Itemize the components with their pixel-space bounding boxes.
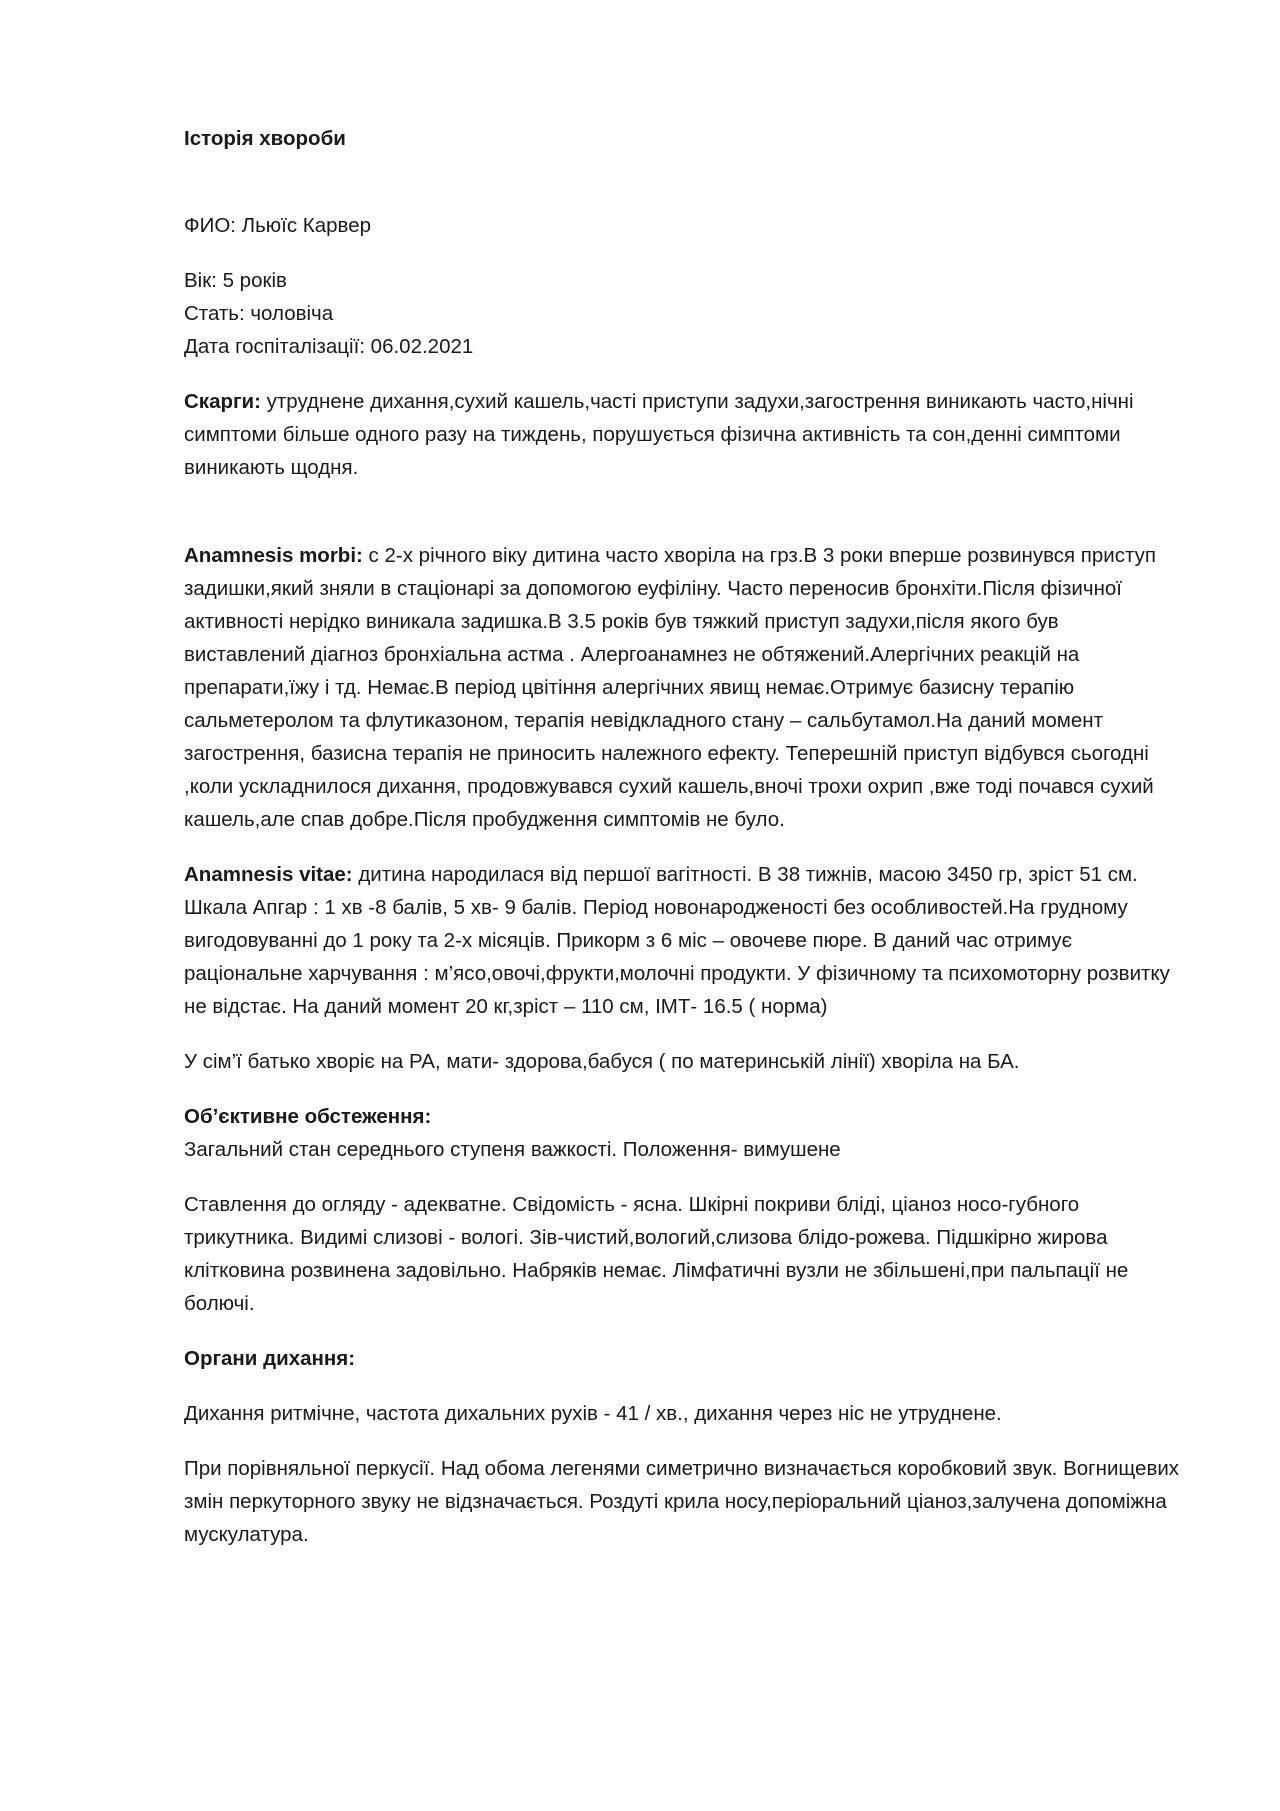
anamnesis-morbi-text: с 2-х річного віку дитина часто хворіла на грз.В 3 роки вперше розвинувся приступ задишки,який зняли в стаціонарі за допомогою еуфіліну. Часто переносив бронхіти.Після фізичної активності нерідко виникала задишка.В 3.5 років був тяжкий приступ задухи,після якого був виставлений діагноз бронхіальна астма . Алергоанамнез не обтяжений.Алергічних реакцій на препарати,їжу і тд. Немає.В період цвітіння алергічних явищ немає.Отримує базисну терапію сальметеролом та флутиказоном, терапія невідкладного стану – сальбутамол.На даний момент загострення, базисна терапія не приносить належного ефекту. Теперешній приступ відбувся сьогодні ,коли ускладнилося дихання, продовжувався сухий кашель,вночі трохи охрип ,вже тоді почався сухий кашель,але спав добре.Після пробудження симптомів не було. bbox=[184, 544, 1156, 831]
document-title: Історія хвороби bbox=[184, 127, 346, 150]
complaints-label: Скарги: bbox=[184, 390, 261, 413]
respiratory-heading: Органи дихання: bbox=[184, 1347, 356, 1370]
anamnesis-vitae-section bbox=[184, 858, 1184, 1023]
patient-age: Вік: 5 років bbox=[184, 269, 287, 292]
anamnesis-morbi-label: Anamnesis morbi: bbox=[184, 544, 363, 567]
patient-name: ФИО: Льюїс Карвер bbox=[184, 214, 372, 237]
complaints-section bbox=[184, 385, 1184, 484]
objective-exam-heading: Об’єктивне обстеження: bbox=[184, 1105, 432, 1128]
patient-sex: Стать: чоловіча bbox=[184, 302, 334, 325]
document-body bbox=[184, 122, 1184, 1551]
anamnesis-vitae-label: Anamnesis vitae: bbox=[184, 863, 353, 886]
objective-exam-details: Ставлення до огляду - адекватне. Свідомість - ясна. Шкірні покриви бліді, ціаноз носо-губного трикутника. Видимі слизові - вологі. Зів-чистий,вологий,слизова блідо-рожева. Підшкірно жирова клітковина розвинена задовільно. Набряків немає. Лімфатичні вузли не збільшені,при пальпації не болючі. bbox=[184, 1193, 1129, 1315]
respiratory-breathing: Дихання ритмічне, частота дихальних рухів - 41 / хв., дихання через ніс не утруднене. bbox=[184, 1402, 1002, 1425]
family-history: У сім’ї батько хворіє на РА, мати- здорова,бабуся ( по материнській лінії) хворіла на БА. bbox=[184, 1050, 1020, 1073]
admission-date: Дата госпіталізації: 06.02.2021 bbox=[184, 335, 474, 358]
complaints-text: утруднене дихання,сухий кашель,часті приступи задухи,загострення виникають часто,нічні симптоми більше одного разу на тиждень, порушується фізична активність та сон,денні симптоми виникають щодня. bbox=[184, 390, 1134, 479]
anamnesis-vitae-text: дитина народилася від першої вагітності. В 38 тижнів, масою 3450 гр, зріст 51 см. Шкала Апгар : 1 хв -8 балів, 5 хв- 9 балів. Період новонародженості без особливостей.На грудному вигодовуванні до 1 року та 2-х місяців. Прикорм з 6 міс – овочеве пюре. В даний час отримує раціональне харчування : м’ясо,овочі,фрукти,молочні продукти. У фізичному та психомоторну розвитку не відстає. На даний момент 20 кг,зріст – 110 см, ІМТ- 16.5 ( норма) bbox=[184, 863, 1170, 1018]
objective-exam-general: Загальний стан середнього ступеня важкості. Положення- вимушене bbox=[184, 1138, 841, 1161]
respiratory-percussion: При порівняльної перкусії. Над обома легенями симетрично визначається коробковий звук. Вогнищевих змін перкуторного звуку не відзначається. Роздуті крила носу,періоральний ціаноз,залучена допоміжна мускулатура. bbox=[184, 1457, 1180, 1546]
anamnesis-morbi-section bbox=[184, 539, 1184, 836]
